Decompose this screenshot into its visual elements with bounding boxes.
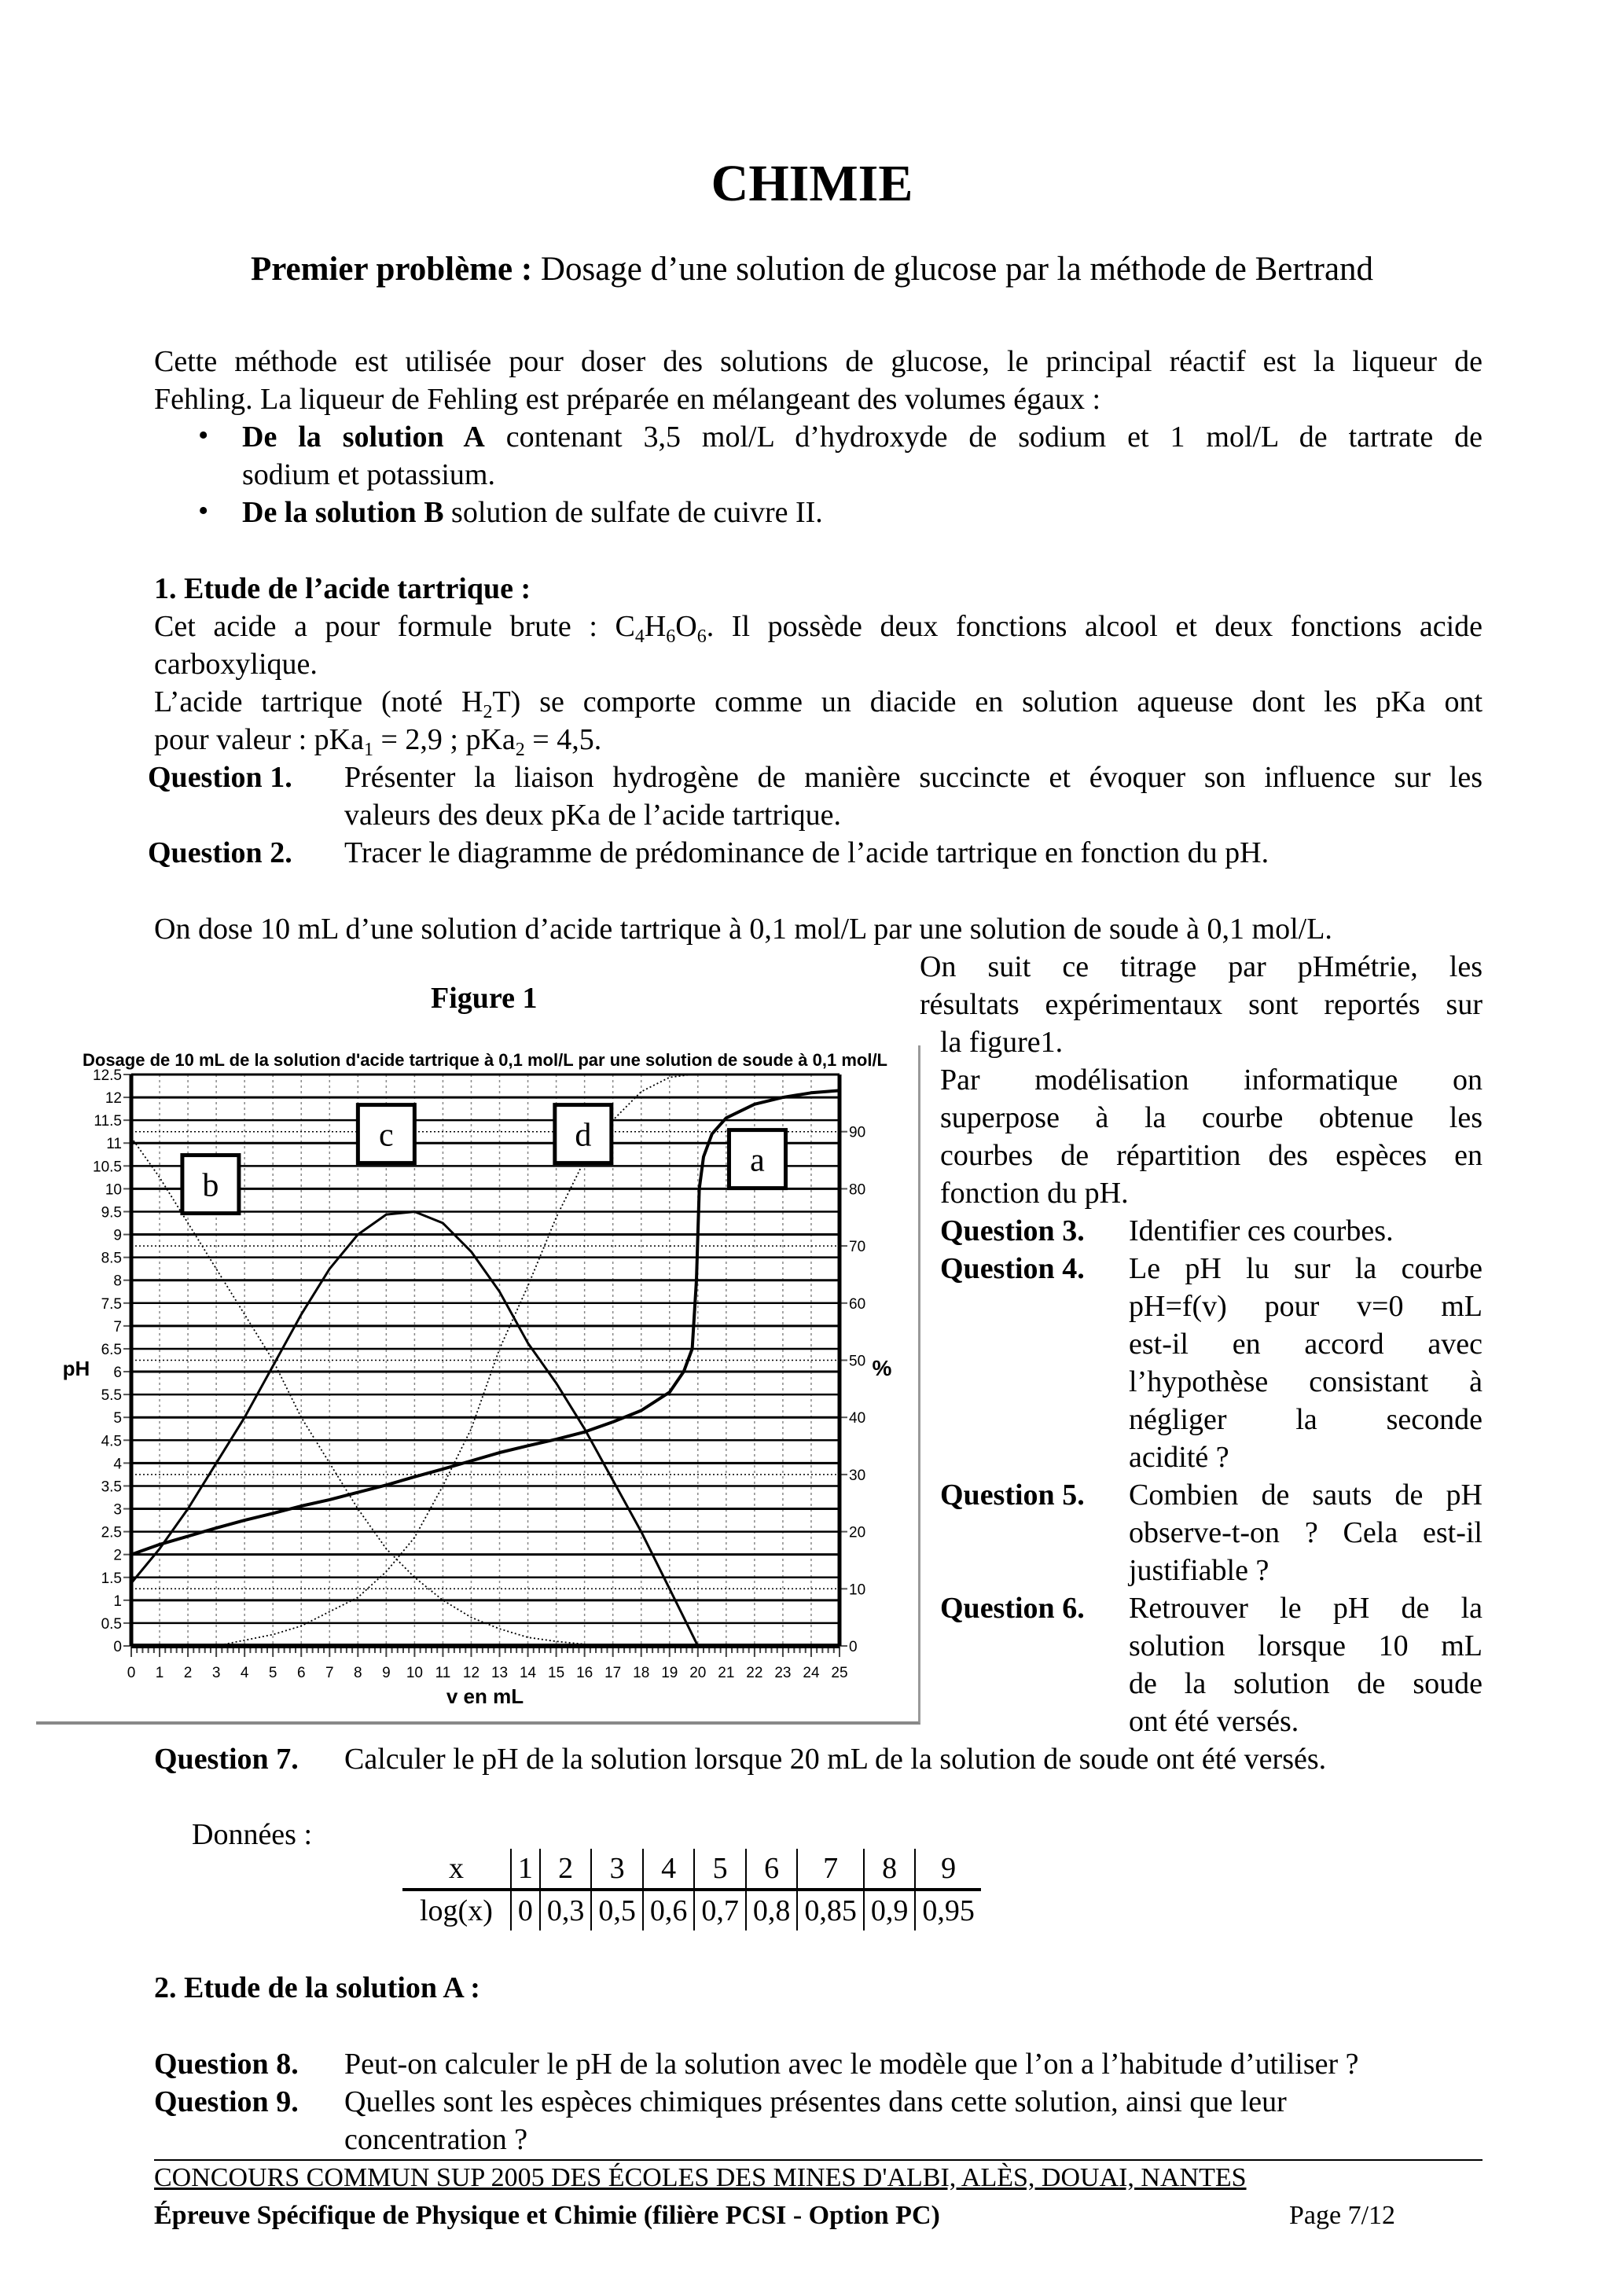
side-line-2: résultats expérimentaux sont reportés sur — [920, 988, 1483, 1021]
table-cell: 0,6 — [643, 1890, 695, 1930]
x-tick-label: 21 — [718, 1665, 735, 1681]
question-6-text — [1129, 1589, 1483, 1740]
x-tick-label: 3 — [211, 1665, 221, 1681]
bullet-a-text: contenant 3,5 mol/L d’hydroxyde de sodium et 1 mol/L de tartrate de — [484, 421, 1483, 454]
y2-tick-label: 90 — [849, 1124, 866, 1141]
question-8-label: Question 8. — [154, 2048, 299, 2081]
question-8-text: Peut-on calculer le pH de la solution avec le modèle que l’on a l’habitude d’utiliser ? — [344, 2048, 1359, 2081]
table-row-x — [402, 1849, 981, 1890]
y-tick-label: 11 — [106, 1136, 122, 1153]
chart-title: Dosage de 10 mL de la solution d'acide tartrique à 0,1 mol/L par une solution de soude à 0,1 mol/L — [83, 1050, 887, 1070]
formula-suffix: . Il possède deux fonctions alcool et deux fonctions acide — [706, 610, 1483, 643]
y-tick-label: 6.5 — [101, 1341, 122, 1358]
table-cell: 9 — [915, 1849, 981, 1890]
page-number: Page 7/12 — [1289, 2201, 1396, 2230]
y-tick-label: 9 — [113, 1227, 122, 1244]
q6-line: de la solution de soude — [1129, 1667, 1483, 1700]
y-tick-label: 6 — [113, 1365, 122, 1382]
table-cell: 4 — [643, 1849, 695, 1890]
carboxylique-line: carboxylique. — [154, 648, 318, 681]
y2-tick-label: 80 — [849, 1181, 866, 1199]
table-cell: 7 — [797, 1849, 864, 1890]
pka-a: pour valeur : pKa — [154, 723, 364, 756]
pka-c: = 4,5. — [524, 723, 602, 756]
bullet-b-label: De la solution B — [242, 496, 444, 529]
x-tick-label: 16 — [576, 1665, 593, 1681]
curve-label-d: d — [575, 1117, 592, 1154]
x-tick-label: 25 — [831, 1665, 848, 1681]
question-5-label: Question 5. — [940, 1479, 1085, 1512]
row-label: log(x) — [420, 1894, 493, 1927]
table-cell: 5 — [694, 1849, 746, 1890]
x-tick-label: 10 — [406, 1665, 423, 1681]
sub-4: 4 — [634, 626, 645, 647]
section-1-heading: 1. Etude de l’acide tartrique : — [154, 572, 531, 605]
x-tick-label: 18 — [633, 1665, 650, 1681]
footer-exam: Épreuve Spécifique de Physique et Chimie (filière PCSI - Option PC) — [154, 2201, 940, 2230]
question-4-label: Question 4. — [940, 1252, 1085, 1285]
x-tick-label: 0 — [127, 1665, 136, 1681]
question-7-text: Calculer le pH de la solution lorsque 20 mL de la solution de soude ont été versés. — [344, 1743, 1327, 1776]
q4-line: négliger la seconde — [1129, 1403, 1483, 1436]
question-3-label: Question 3. — [940, 1214, 1085, 1247]
question-1-line-1: Présenter la liaison hydrogène de manière succincte et évoquer son influence sur les — [344, 761, 1483, 794]
y-tick-label: 0.5 — [101, 1615, 122, 1633]
footer-contest: CONCOURS COMMUN SUP 2005 DES ÉCOLES DES MINES D'ALBI, ALÈS, DOUAI, NANTES — [154, 2163, 1247, 2192]
side-line-7: fonction du pH. — [940, 1177, 1129, 1210]
y-tick-label: 12.5 — [93, 1067, 122, 1084]
pka-b: = 2,9 ; pKa — [373, 723, 516, 756]
x-tick-label: 8 — [354, 1665, 362, 1681]
x-tick-label: 1 — [155, 1665, 164, 1681]
q4-line: acidité ? — [1129, 1441, 1229, 1474]
question-1-line-2: valeurs des deux pKa de l’acide tartrique. — [344, 799, 842, 832]
table-cell: 8 — [864, 1849, 916, 1890]
bullet-icon: • — [198, 419, 209, 452]
x-tick-label: 17 — [604, 1665, 622, 1681]
sub-2: 2 — [483, 702, 493, 722]
sub-6h: 6 — [666, 626, 676, 647]
x-tick-label: 9 — [382, 1665, 391, 1681]
y2-tick-label: 50 — [849, 1353, 866, 1370]
x-tick-label: 13 — [491, 1665, 509, 1681]
y-tick-label: 5.5 — [101, 1387, 122, 1405]
x-tick-label: 15 — [548, 1665, 565, 1681]
y-tick-label: 0 — [113, 1639, 122, 1655]
x-tick-label: 14 — [519, 1665, 537, 1681]
q4-line: l’hypothèse consistant à — [1129, 1365, 1483, 1398]
figure-caption: Figure 1 — [431, 982, 538, 1015]
x-axis-label: v en mL — [446, 1684, 524, 1708]
diacide-a: L’acide tartrique (noté H — [154, 685, 483, 718]
y-tick-label: 4 — [113, 1456, 122, 1473]
q5-line: Combien de sauts de pH — [1129, 1479, 1483, 1512]
y2-tick-label: 60 — [849, 1295, 866, 1313]
question-2-label: Question 2. — [148, 836, 292, 869]
y-tick-label: 10.5 — [93, 1159, 122, 1176]
x-tick-label: 6 — [296, 1665, 306, 1681]
table-cell: 0,95 — [915, 1890, 981, 1930]
question-9-label: Question 9. — [154, 2085, 299, 2118]
table-cell: 0,3 — [540, 1890, 592, 1930]
y2-tick-label: 0 — [849, 1639, 858, 1655]
q6-line: solution lorsque 10 mL — [1129, 1629, 1483, 1662]
titration-chart — [0, 0, 943, 1729]
side-line-6: courbes de répartition des espèces en — [940, 1139, 1483, 1172]
formula-prefix: Cet acide a pour formule brute : C — [154, 610, 635, 643]
x-tick-label: 19 — [661, 1665, 678, 1681]
table-cell: 2 — [540, 1849, 592, 1890]
q4-line: pH=f(v) pour v=0 mL — [1129, 1290, 1483, 1323]
formula-h: H — [644, 610, 667, 643]
y-tick-label: 7 — [113, 1318, 122, 1335]
x-tick-label: 11 — [435, 1665, 451, 1681]
question-6-label: Question 6. — [940, 1592, 1085, 1625]
question-9-line-2: concentration ? — [344, 2123, 528, 2156]
pka-sub1: 1 — [363, 740, 373, 760]
side-line-4: Par modélisation informatique on — [940, 1064, 1483, 1097]
table-cell: 0,9 — [864, 1890, 916, 1930]
side-line-5: superpose à la courbe obtenue les — [940, 1101, 1483, 1134]
y-tick-label: 1.5 — [101, 1570, 122, 1587]
y2-tick-label: 40 — [849, 1410, 866, 1427]
table-cell: 6 — [746, 1849, 798, 1890]
x-tick-label: 23 — [774, 1665, 792, 1681]
x-tick-label: 20 — [689, 1665, 707, 1681]
side-line-1: On suit ce titrage par pHmétrie, les — [920, 950, 1483, 983]
table-cell: 0,5 — [591, 1890, 643, 1930]
question-7-label: Question 7. — [154, 1743, 299, 1776]
q6-line: Retrouver le pH de la — [1129, 1592, 1483, 1625]
sub-6o: 6 — [696, 626, 707, 647]
x-tick-label: 2 — [183, 1665, 193, 1681]
question-1-label: Question 1. — [148, 761, 292, 794]
question-3-text: Identifier ces courbes. — [1129, 1214, 1394, 1247]
q6-line: ont été versés. — [1129, 1705, 1299, 1738]
y-tick-label: 9.5 — [101, 1204, 122, 1221]
table-cell: 0 — [511, 1890, 540, 1930]
q4-line: Le pH lu sur la courbe — [1129, 1252, 1483, 1285]
section-2-heading: 2. Etude de la solution A : — [154, 1971, 480, 2004]
table-cell: 0,85 — [797, 1890, 864, 1930]
y2-axis-label: % — [872, 1356, 892, 1380]
y-tick-label: 11.5 — [94, 1113, 122, 1130]
y-tick-label: 8 — [113, 1273, 122, 1290]
bullet-a-continuation: sodium et potassium. — [242, 458, 495, 491]
table-cell: 0,8 — [746, 1890, 798, 1930]
formula-o: O — [675, 610, 697, 643]
bullet-a-label: De la solution A — [242, 421, 485, 454]
problem-subject: Dosage d’une solution de glucose par la méthode de Bertrand — [532, 251, 1374, 288]
table-row-log — [402, 1890, 981, 1930]
table-cell: 3 — [591, 1849, 643, 1890]
q5-line: observe-t-on ? Cela est-il — [1129, 1516, 1483, 1549]
q5-line: justifiable ? — [1129, 1554, 1269, 1587]
x-tick-label: 24 — [803, 1665, 820, 1681]
x-tick-label: 5 — [268, 1665, 277, 1681]
intro-line-1: Cette méthode est utilisée pour doser des solutions de glucose, le principal réactif est la liqueur de — [154, 345, 1483, 378]
question-9-line-1: Quelles sont les espèces chimiques présentes dans cette solution, ainsi que leur — [344, 2085, 1287, 2118]
log-table — [402, 1849, 981, 1930]
table-cell: 1 — [511, 1849, 540, 1890]
row-label: x — [402, 1849, 511, 1890]
y-tick-label: 3.5 — [101, 1479, 122, 1496]
x-tick-label: 12 — [462, 1665, 480, 1681]
y2-tick-label: 20 — [849, 1524, 866, 1541]
y-tick-label: 2.5 — [101, 1524, 122, 1541]
question-4-text — [1129, 1250, 1483, 1476]
table-cell: 0,7 — [694, 1890, 746, 1930]
question-2-text: Tracer le diagramme de prédominance de l’acide tartrique en fonction du pH. — [344, 836, 1269, 869]
y-tick-label: 4.5 — [101, 1433, 122, 1450]
problem-label: Premier problème : — [250, 251, 533, 288]
question-5-text — [1129, 1476, 1483, 1589]
y-tick-label: 2 — [113, 1547, 122, 1564]
y-tick-label: 8.5 — [101, 1250, 122, 1267]
curve-label-b: b — [202, 1167, 219, 1204]
pka-sub2: 2 — [515, 740, 525, 760]
y-tick-label: 1 — [113, 1593, 122, 1610]
y2-tick-label: 10 — [849, 1581, 866, 1599]
q4-line: est-il en accord avec — [1129, 1328, 1483, 1361]
x-tick-label: 4 — [240, 1665, 249, 1681]
x-tick-label: 22 — [746, 1665, 763, 1681]
page-title: CHIMIE — [711, 155, 913, 212]
footer-divider — [154, 2159, 1483, 2161]
y-tick-label: 12 — [105, 1090, 122, 1108]
curve-label-a: a — [750, 1142, 765, 1179]
x-tick-label: 7 — [325, 1665, 334, 1681]
y-tick-label: 3 — [113, 1501, 122, 1519]
bullet-b-text: solution de sulfate de cuivre II. — [443, 496, 823, 529]
donnees-label: Données : — [192, 1818, 313, 1851]
y-tick-label: 10 — [105, 1181, 122, 1199]
curve-label-c: c — [379, 1117, 394, 1154]
bullet-icon: • — [198, 494, 209, 527]
y-tick-label: 5 — [113, 1410, 122, 1427]
diacide-b: T) se comporte comme un diacide en solution aqueuse dont les pKa ont — [492, 685, 1483, 718]
dosage-text: On dose 10 mL d’une solution d’acide tartrique à 0,1 mol/L par une solution de soude à 0,1 mol/L. — [154, 913, 1332, 946]
y2-tick-label: 30 — [849, 1467, 866, 1484]
y-tick-label: 7.5 — [101, 1295, 122, 1313]
y2-tick-label: 70 — [849, 1239, 866, 1256]
side-line-3: la figure1. — [940, 1026, 1064, 1059]
intro-line-2: Fehling. La liqueur de Fehling est préparée en mélangeant des volumes égaux : — [154, 383, 1101, 416]
y-axis-label: pH — [62, 1357, 90, 1380]
